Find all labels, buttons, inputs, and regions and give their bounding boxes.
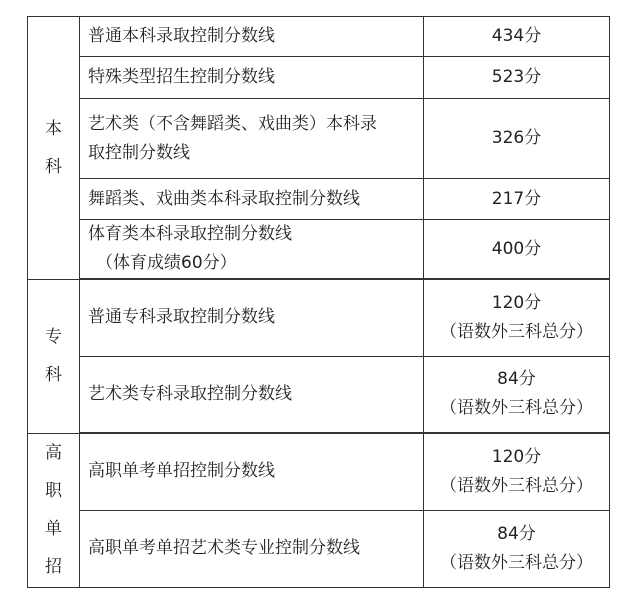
item-label: 体育类本科录取控制分数线 — [88, 224, 292, 244]
item-cell — [80, 179, 424, 220]
score-value: 84分 — [497, 369, 536, 390]
item-label: 高职单考单招艺术类专业控制分数线 — [88, 538, 360, 558]
score-line-table — [27, 16, 610, 588]
score-cell — [424, 57, 610, 99]
item-cell — [80, 279, 424, 356]
table-row — [28, 433, 610, 510]
category-char: 单 — [45, 519, 62, 539]
table-row — [28, 510, 610, 587]
category-char: 科 — [45, 156, 62, 177]
item-label: 艺术类专科录取控制分数线 — [88, 383, 292, 404]
item-label: 高职单考单招控制分数线 — [88, 461, 275, 482]
table-row — [28, 279, 610, 356]
item-label: 普通本科录取控制分数线 — [88, 26, 275, 46]
category-cell-vocational — [28, 433, 80, 587]
score-cell — [424, 356, 610, 433]
score-note: （语数外三科总分） — [440, 475, 593, 496]
item-note: （体育成绩60分） — [96, 253, 237, 273]
score-note: （语数外三科总分） — [440, 398, 593, 419]
category-char: 专 — [45, 327, 62, 347]
score-value: 400分 — [491, 238, 542, 259]
item-cell — [80, 57, 424, 99]
category-cell-bachelor — [28, 17, 80, 280]
score-cell — [424, 433, 610, 510]
score-cell — [424, 510, 610, 587]
item-label: 艺术类（不含舞蹈类、戏曲类）本科录 — [88, 113, 377, 134]
score-cell — [424, 179, 610, 220]
score-cell — [424, 279, 610, 356]
table-row — [28, 179, 610, 220]
score-cell — [424, 99, 610, 179]
item-cell — [80, 220, 424, 280]
score-value: 217分 — [491, 188, 542, 209]
table-row — [28, 99, 610, 179]
item-cell — [80, 433, 424, 510]
category-char: 科 — [45, 365, 62, 385]
score-cell — [424, 17, 610, 57]
category-char: 职 — [45, 481, 62, 501]
item-label: 特殊类型招生控制分数线 — [88, 67, 275, 87]
category-cell-associate — [28, 279, 80, 433]
table-row — [28, 17, 610, 57]
score-value: 120分 — [491, 292, 542, 313]
score-cell — [424, 220, 610, 280]
item-label: 普通专科录取控制分数线 — [88, 307, 275, 328]
item-label: 舞蹈类、戏曲类本科录取控制分数线 — [88, 188, 360, 209]
score-value: 523分 — [491, 67, 542, 87]
score-value: 434分 — [491, 26, 542, 46]
score-value: 84分 — [497, 523, 536, 544]
category-char: 高 — [45, 443, 62, 463]
table-row — [28, 57, 610, 99]
score-note: （语数外三科总分） — [440, 321, 593, 342]
item-cell — [80, 17, 424, 57]
score-note: （语数外三科总分） — [440, 552, 593, 573]
item-label: 取控制分数线 — [88, 142, 190, 163]
item-cell — [80, 99, 424, 179]
score-value: 120分 — [491, 446, 542, 467]
category-char: 招 — [45, 557, 62, 577]
item-cell — [80, 510, 424, 587]
score-value: 326分 — [491, 128, 542, 148]
table-row — [28, 220, 610, 280]
category-char: 本 — [45, 118, 62, 139]
table-row — [28, 356, 610, 433]
item-cell — [80, 356, 424, 433]
